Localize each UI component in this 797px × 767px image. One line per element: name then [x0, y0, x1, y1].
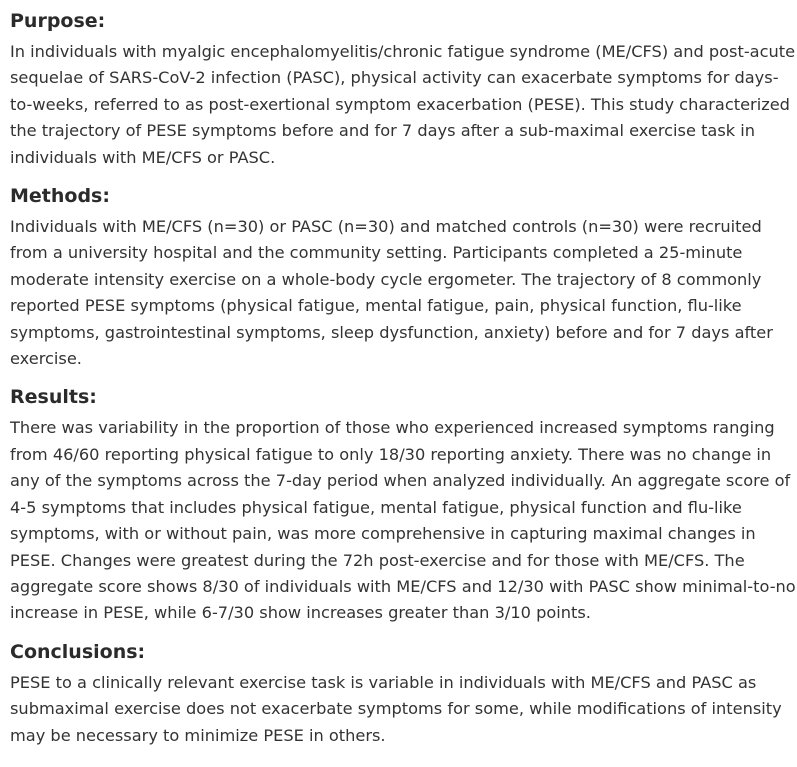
methods-heading: Methods:	[10, 185, 110, 208]
purpose-text: In individuals with myalgic encephalomyelitis/chronic fatigue syndrome (ME/CFS) and post-acute sequelae of SARS-CoV-2 infection (PASC), physical activity can exacerbate symptoms for days-to-weeks, referred to as post-exertional symptom exacerbation (PESE). This study characterized the trajectory of PESE symptoms before and for 7 days after a sub-maximal exercise task in individuals with ME/CFS or PASC.	[10, 42, 796, 167]
purpose-heading: Purpose:	[10, 10, 106, 32]
results-text: There was variability in the proportion of those who experienced increased symptoms ranging from 46/60 reporting physical fatigue to only 18/30 reporting anxiety. There was no change in any of the symptoms across the 7-day period when analyzed individually. An aggregate score of 4-5 symptoms that includes physical fatigue, mental fatigue, physical function and flu-like symptoms, with or without pain, was more comprehensive in capturing maximal changes in PESE. Changes were greatest during the 72h post-exercise and for those with ME/CFS. The aggregate score shows 8/30 of individuals with ME/CFS and 12/30 with PASC show minimal-to-no increase in PESE, while 6-7/30 show increases greater than 3/10 points.	[10, 418, 796, 623]
results-heading: Results:	[10, 386, 97, 409]
conclusions-text: PESE to a clinically relevant exercise task is variable in individuals with ME/CFS and PASC as submaximal exercise does not exacerbate symptoms for some, while modifications of intensity may be necessary to minimize PESE in others.	[10, 672, 782, 745]
conclusions-heading: Conclusions:	[10, 640, 146, 663]
purpose-section	[10, 8, 797, 171]
methods-section	[10, 183, 797, 372]
methods-text: Individuals with ME/CFS (n=30) or PASC (n=30) and matched controls (n=30) were recruited from a university hospital and the community setting. Participants completed a 25-minute moderate intensity exercise on a whole-body cycle ergometer. The trajectory of 8 commonly reported PESE symptoms (physical fatigue, mental fatigue, pain, physical function, flu-like symptoms, gastrointestinal symptoms, sleep dysfunction, anxiety) before and for 7 days after exercise.	[10, 217, 773, 369]
results-section	[10, 384, 797, 626]
conclusions-section	[10, 639, 797, 749]
